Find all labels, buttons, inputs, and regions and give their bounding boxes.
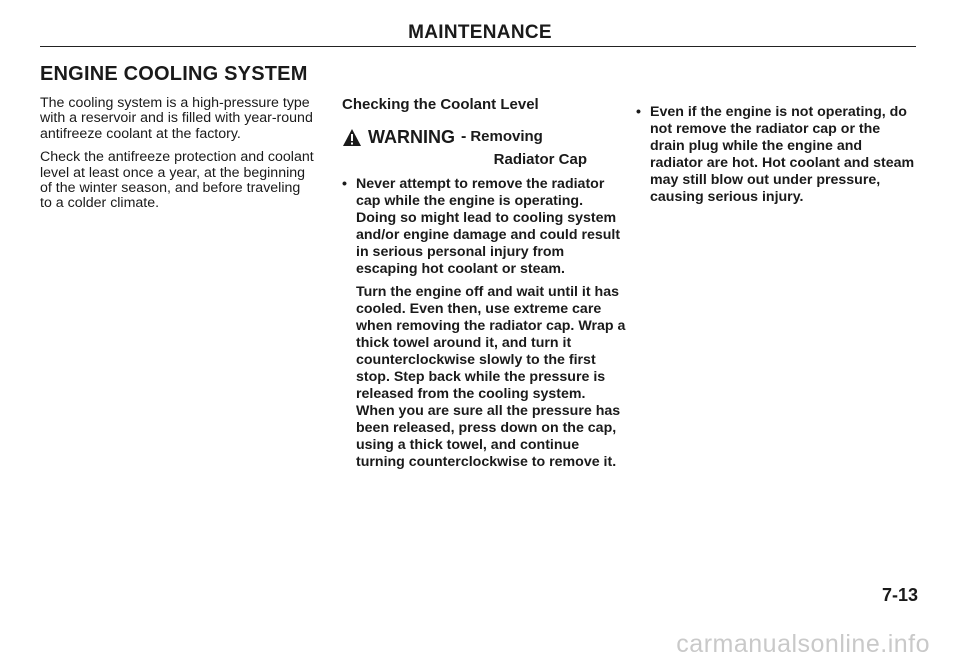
warning-triangle-icon bbox=[342, 128, 362, 147]
watermark: carmanualsonline.info bbox=[676, 630, 930, 658]
warning-continued-column bbox=[636, 104, 916, 212]
warning-subtitle-line1: Removing bbox=[470, 128, 543, 145]
warning-column bbox=[342, 96, 627, 471]
warning-bullet-list-2 bbox=[636, 104, 916, 206]
warning-subtitle-line2: Radiator Cap bbox=[493, 151, 587, 168]
intro-column bbox=[40, 96, 315, 220]
checking-coolant-title: Checking the Coolant Level bbox=[342, 96, 539, 113]
warning-label: WARNING bbox=[368, 127, 455, 147]
intro-paragraph-1: The cooling system is a high-pressure type with a reservoir and is filled with year-round antifreeze coolant at the factory. bbox=[40, 95, 313, 142]
section-title: ENGINE COOLING SYSTEM bbox=[40, 63, 308, 85]
warning-bullet-list bbox=[342, 176, 627, 278]
warning-heading bbox=[342, 127, 627, 147]
warning-paragraph: Turn the engine off and wait until it has cooled. Even then, use extreme care when removing the radiator cap. Wrap a thick towel around it, and turn it counterclockwise slowly to the first stop. Step back while the pressure is released from the cooling system. When you are sure all the pressure has been released, press down on the cap, using a thick towel, and continue turning counterclockwise to remove it. bbox=[356, 284, 626, 470]
warning-separator: - bbox=[461, 128, 467, 145]
warning-bullet-1: • Never attempt to remove the radiator cap while the engine is operating. Doing so might lead to cooling system and/or engine damage and could result in serious personal injury from escaping hot coolant or steam. bbox=[342, 176, 627, 278]
intro-paragraph-2: Check the antifreeze protection and coolant level at least once a year, at the beginning of the winter season, and before traveling to a colder climate. bbox=[40, 149, 314, 212]
warning-bullet-2: • Even if the engine is not operating, do not remove the radiator cap or the drain plug while the engine and radiator are hot. Hot coolant and steam may still blow out under pressure, causing serious injury. bbox=[636, 104, 916, 206]
page-header-title: MAINTENANCE bbox=[408, 22, 552, 43]
header-divider bbox=[40, 46, 916, 47]
page-number: 7-13 bbox=[881, 585, 918, 605]
